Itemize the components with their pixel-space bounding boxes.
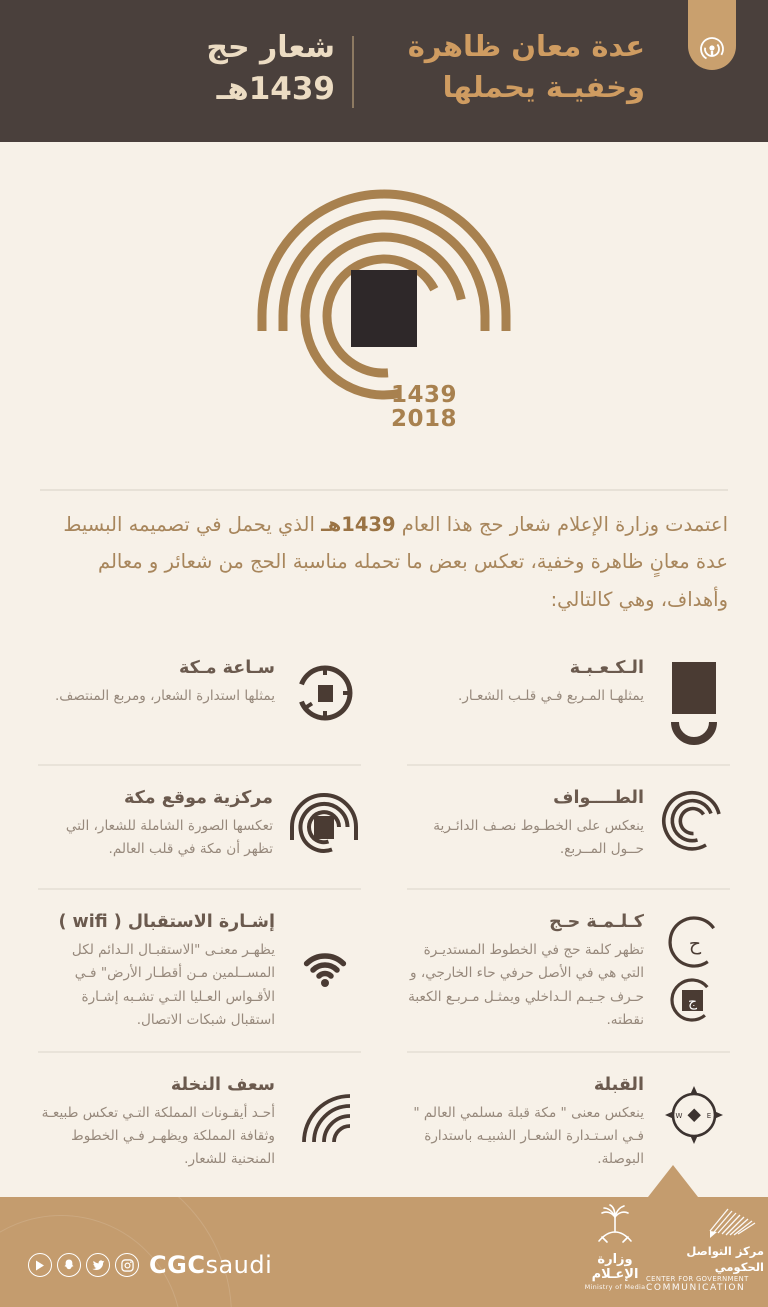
section-hajj-word — [407, 890, 730, 1053]
section-title: إشـارة الاستقبال ( wifi ) — [58, 912, 275, 932]
intro-divider — [40, 489, 728, 491]
snapchat-icon[interactable] — [57, 1253, 81, 1277]
section-desc: تظهر كلمة حج في الخطوط المستديـرة التي هي في الأصل حرفي حاء الخارجي، و حـرف جـيـم الـداخلي ويمثـل مـربـع الكعبة نقطته. — [408, 942, 644, 1029]
header-title — [408, 26, 645, 108]
ministry-of-media-logo — [578, 1203, 652, 1291]
social-handle-bold: CGC — [149, 1251, 206, 1279]
intro-part1: اعتمدت وزارة الإعلام شعار حج هذا العام — [395, 513, 728, 536]
section-tawaf — [407, 766, 730, 890]
intro-paragraph — [40, 506, 728, 618]
mecca-center-icon — [287, 788, 361, 870]
compass-east-label: E — [706, 1111, 712, 1120]
section-desc: ينعكس معنى " مكة قبلة مسلمي العالم " فـي اسـتـدارة الشعـار الشبيـه باستدارة البوصلة. — [413, 1104, 644, 1168]
logo-kaaba-square — [351, 270, 417, 347]
intro-part2: الذي يحمل في تصميمه البسيط عدة معانٍ ظاهرة وخفية، تعكس بعض ما تحمله مناسبة الحج من شعائر و معالم وأهداف، وهي كالتالي: — [63, 513, 728, 611]
compass-icon — [658, 1075, 730, 1145]
section-title: سعف النخلة — [170, 1074, 275, 1095]
cgc-name-english-line2: COMMUNICATION — [646, 1283, 746, 1293]
cgc-name-english-line1: CENTER FOR GOVERNMENT — [646, 1275, 749, 1283]
header-title-line2: وخفيـة يحملها — [442, 70, 645, 105]
section-title: القبلة — [593, 1074, 644, 1095]
ministry-name-english: Ministry of Media — [584, 1283, 646, 1291]
social-bar — [28, 1251, 272, 1279]
section-mecca-clock — [38, 636, 361, 766]
hajj-1439-logo — [224, 186, 544, 448]
youtube-icon[interactable] — [28, 1253, 52, 1277]
compass-west-label: W — [675, 1111, 683, 1120]
social-handle[interactable] — [149, 1251, 272, 1279]
header-divider — [352, 36, 354, 108]
palm-fronds-icon — [289, 1075, 361, 1145]
twitter-icon[interactable] — [86, 1253, 110, 1277]
kaaba-icon — [658, 658, 730, 746]
instagram-icon[interactable] — [115, 1253, 139, 1277]
hajj-inner-letter: ج — [687, 994, 698, 1010]
sections-grid — [38, 636, 730, 1190]
cgc-name-arabic: مركز التواصل الحكومي — [686, 1243, 764, 1274]
footer — [0, 1197, 768, 1307]
section-desc: أحـد أيقـونات المملكة التـي تعكس طبيعـة وثقافة المملكة ويظهـر فـي الخطوط المنحنية للشعار. — [41, 1104, 275, 1168]
section-mecca-centrality — [38, 766, 361, 890]
ministry-name-arabic: وزارة الإعـلام — [591, 1251, 639, 1283]
footer-triangle-accent — [648, 1165, 698, 1197]
header-title-line1: عدة معان ظاهرة — [407, 29, 645, 63]
section-kaaba — [407, 636, 730, 766]
header-subtitle — [206, 28, 335, 110]
section-wifi-signal — [38, 890, 361, 1053]
social-handle-rest: saudi — [205, 1251, 273, 1279]
section-title: مركزية موقع مكة — [124, 788, 273, 808]
header-subtitle-line1: شعار حج — [206, 30, 335, 65]
section-desc: تعكسها الصورة الشاملة للشعار، التي تظهر أن مكة في قلب العالم. — [65, 818, 273, 858]
logo-year-hijri: 1439 — [391, 382, 458, 408]
cgc-spiral-icon — [697, 34, 727, 64]
section-title: الطــــواف — [553, 788, 644, 808]
hajj-letters-icon — [658, 912, 730, 1030]
section-title: الـكـعـبـة — [569, 658, 644, 678]
hajj-outer-letter: ح — [688, 933, 702, 955]
tawaf-arcs-icon — [658, 788, 730, 854]
hajj-logo-graphic — [224, 186, 544, 448]
section-title: سـاعة مـكة — [178, 658, 275, 678]
brand-badge — [688, 0, 736, 70]
cgc-logo — [646, 1201, 764, 1293]
section-desc: يمثلها استدارة الشعار، ومربع المنتصف. — [54, 688, 275, 704]
section-desc: يمثلهـا المـربع فـي قلـب الشعـار. — [458, 688, 644, 704]
logo-year-gregorian: 2018 — [391, 406, 458, 432]
section-palm-fronds — [38, 1053, 361, 1190]
saudi-emblem-icon — [595, 1203, 635, 1249]
clock-icon — [289, 658, 361, 726]
intro-year: 1439هـ — [321, 513, 396, 536]
cgc-mark-icon — [702, 1201, 764, 1241]
section-desc: يظهـر معنـى "الاستقبـال الـدائم لكل المســلمين مـن أقطـار الأرض" فـي الأقـواس العـليا التـي تشـبه إشـارة استقبال شبكات الاتصال. — [71, 942, 275, 1029]
header — [0, 0, 768, 142]
section-desc: ينعكس على الخطـوط نصـف الدائـرية حــول المــربع. — [433, 818, 644, 858]
section-title: كـلـمـة حـج — [549, 912, 644, 932]
header-subtitle-line2: 1439هـ — [216, 70, 335, 107]
wifi-icon — [289, 912, 361, 990]
